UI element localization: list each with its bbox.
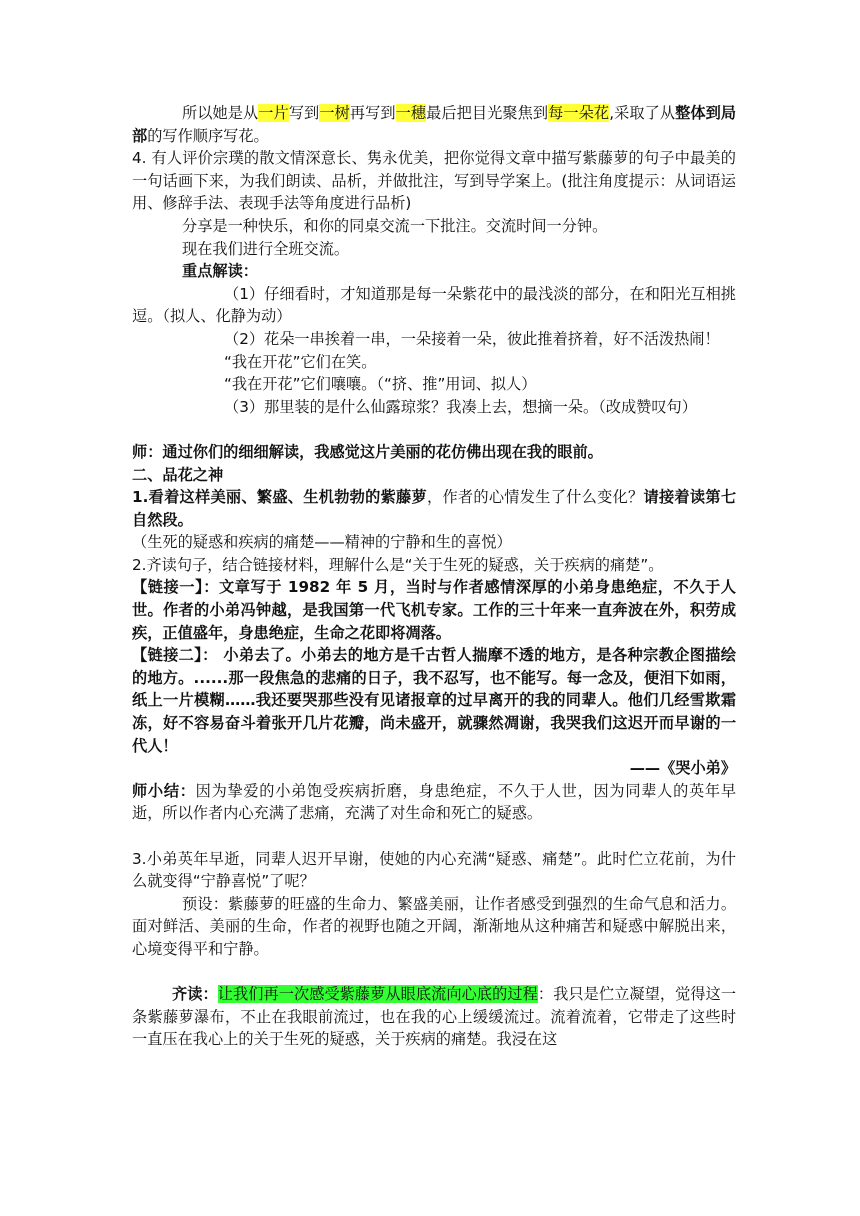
highlight-yisui: 一穗 bbox=[395, 104, 427, 122]
paragraph-share: 分享是一种快乐，和你的同桌交流一下批注。交流时间一分钟。 bbox=[182, 216, 608, 235]
bold-text: 请接着读第七自然段。 bbox=[132, 488, 737, 529]
paragraph-reading-3: （3）那里装的是什么仙露琼浆？我凑上去，想摘一朵。（改成赞叹句） bbox=[224, 397, 697, 416]
text-run: 写到 bbox=[288, 104, 320, 122]
paragraph-source: ——《哭小弟》 bbox=[629, 759, 736, 778]
text-run: 再写到 bbox=[349, 104, 396, 122]
heading-key-reading: 重点解读： bbox=[182, 262, 258, 281]
paragraph-question-2: 2.齐读句子，结合链接材料，理解什么是“关于生死的疑惑，关于疾病的痛楚”。 bbox=[132, 555, 664, 574]
blank-line bbox=[132, 825, 736, 848]
text-run: 最后把目光聚焦到 bbox=[426, 104, 549, 122]
bold-text: 齐读： bbox=[172, 985, 218, 1004]
paragraph-preset: 预设：紫藤萝的旺盛的生命力、繁盛美丽，让作者感受到强烈的生命气息和活力。面对鲜活、美丽的生命，作者的视野也随之开阔，渐渐地从这种痛苦和疑惑中解脱出来，心境变得平和宁静。 bbox=[132, 894, 736, 958]
bold-text: 师小结： bbox=[132, 781, 196, 800]
bold-text: 整体到局部 bbox=[132, 104, 737, 145]
paragraph-summary bbox=[132, 780, 736, 825]
highlight-process: 让我们再一次感受紫藤萝从眼底流向心底的过程 bbox=[217, 985, 538, 1004]
paragraph-writing-order bbox=[132, 102, 736, 147]
paragraph-quote-smile: “我在开花”它们在笑。 bbox=[224, 352, 377, 371]
paragraph-quote-shout: “我在开花”它们嚷嚷。（“挤、推”用词、拟人） bbox=[224, 375, 537, 394]
paragraph-reading-2: （2）花朵一串挨着一串，一朵接着一朵，彼此推着挤着，好不活泼热闹！ bbox=[224, 329, 720, 348]
paragraph-question-3: 3.小弟英年早逝，同辈人迟开早谢，使她的内心充满“疑惑、痛楚”。此时伫立花前，为什么就变得“宁静喜悦”了呢？ bbox=[132, 849, 736, 891]
blank-line bbox=[132, 418, 736, 441]
section-heading-2: 二、品花之神 bbox=[132, 465, 224, 484]
text-run: 的写作顺序写花。 bbox=[147, 126, 269, 145]
paragraph-question-1 bbox=[132, 486, 736, 531]
highlight-meiyiduohua: 每一朵花 bbox=[548, 104, 610, 122]
bold-text: 1.看着这样美丽、繁盛、生机勃勃的紫藤萝 bbox=[132, 488, 427, 507]
text-run: ：我只是伫立凝望，觉得这一条紫藤萝瀑布，不止在我眼前流过，也在我的心上缓缓流过。流着流着，它带走了这些时一直压在我心上的关于生死的疑惑，关于疾病的痛楚。我浸在这 bbox=[132, 985, 737, 1049]
document-body bbox=[132, 102, 736, 1051]
paragraph-read-together bbox=[132, 983, 736, 1051]
paragraph-answer-1: （生死的疑惑和疾病的痛楚——精神的宁静和生的喜悦） bbox=[132, 533, 512, 552]
text-run: 所以她是从 bbox=[182, 104, 259, 122]
text-run: ，作者的心情发生了什么变化？ bbox=[426, 488, 644, 507]
paragraph-teacher-remark: 师：通过你们的细细解读，我感觉这片美丽的花仿佛出现在我的眼前。 bbox=[132, 442, 603, 461]
text-run: 因为挚爱的小弟饱受疾病折磨，身患绝症，不久于人世，因为同辈人的英年早逝，所以作者内心充满了悲痛，充满了对生命和死亡的疑惑。 bbox=[132, 781, 737, 823]
paragraph-link-2: 【链接二】： 小弟去了。小弟去的地方是千古哲人揣摩不透的地方，是各种宗教企图描绘的地方。......那一段焦急的悲痛的日子，我不忍写，也不能写。每一念及，便泪下如雨，纸上一片模糊……我还要哭那些没有见诸报章的过早离开的我的同辈人。他们几经雪欺霜冻，好不容易奋斗着张开几片花瓣，尚未盛开，就骤然凋谢，我哭我们这迟开而早谢的一代人！ bbox=[132, 646, 736, 755]
paragraph-class-exchange: 现在我们进行全班交流。 bbox=[182, 239, 350, 258]
text-run: ,采取了从 bbox=[609, 104, 676, 122]
paragraph-link-1: 【链接一】：文章写于 1982 年 5 月，当时与作者感情深厚的小弟身患绝症，不久于人世。作者的小弟冯钟越，是我国第一代飞机专家。工作的三十年来一直奔波在外，积劳成疾，正值盛年，身患绝症，生命之花即将凋落。 bbox=[132, 578, 736, 642]
highlight-yipian: 一片 bbox=[258, 104, 289, 122]
paragraph-reading-1: （1）仔细看时，才知道那是每一朵紫花中的最浅淡的部分，在和阳光互相挑逗。（拟人、化静为动） bbox=[132, 284, 736, 326]
paragraph-question-4: 4. 有人评价宗璞的散文情深意长、隽永优美，把你觉得文章中描写紫藤萝的句子中最美的一句话画下来，为我们朗读、品析，并做批注，写到导学案上。(批注角度提示：从词语运用、修辞手法、表现手法等角度进行品析) bbox=[132, 149, 736, 213]
highlight-yishu: 一树 bbox=[319, 104, 350, 122]
blank-line bbox=[132, 961, 736, 984]
